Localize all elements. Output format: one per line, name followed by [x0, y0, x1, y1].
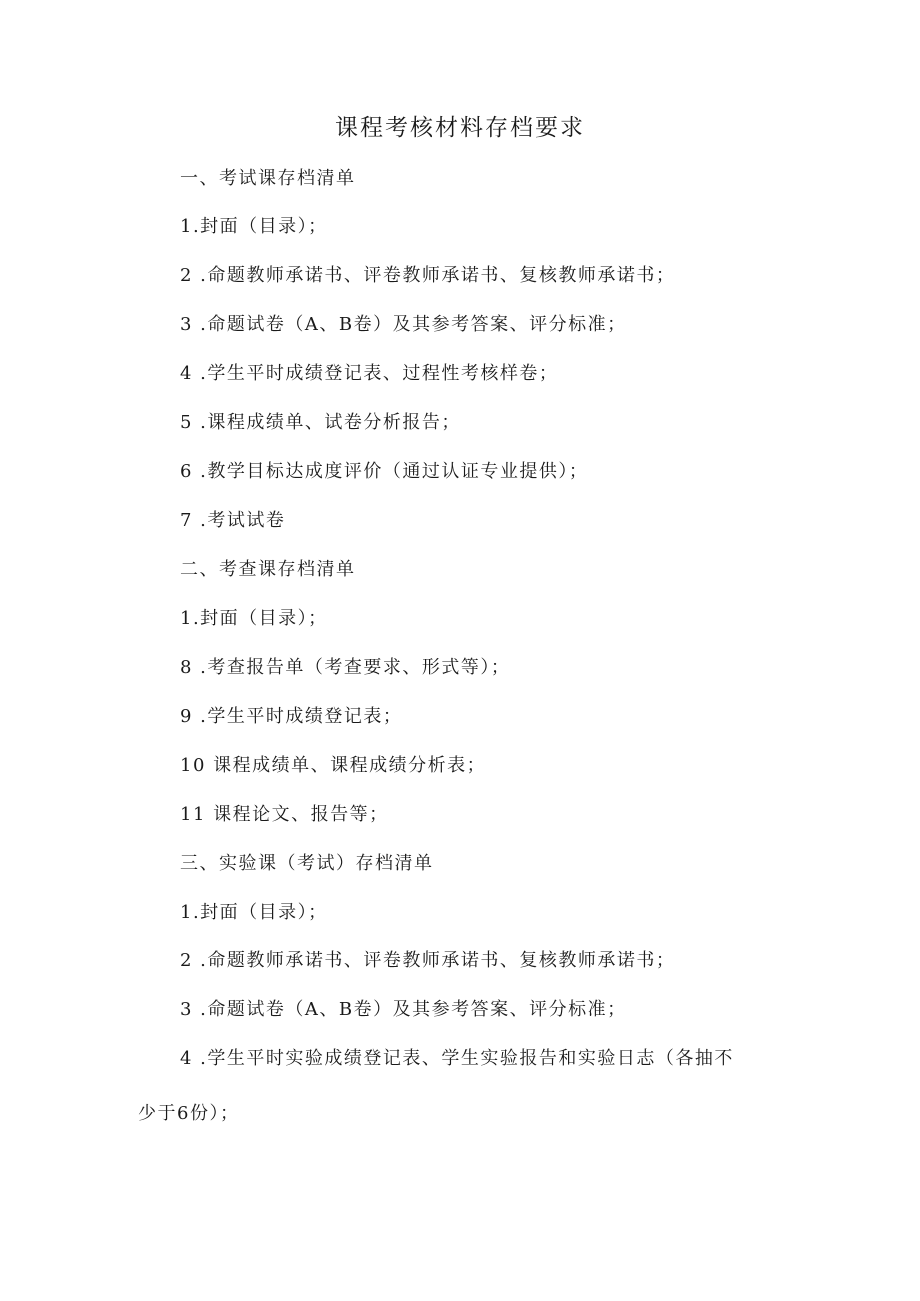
list-item: 2 .命题教师承诺书、评卷教师承诺书、复核教师承诺书； — [180, 950, 676, 971]
section-heading-inspection-course: 二、考查课存档清单 — [180, 559, 356, 580]
list-item: 11 课程论文、报告等； — [180, 804, 389, 825]
list-item: 7 .考试试卷 — [180, 510, 286, 531]
section-heading-exam-course: 一、考试课存档清单 — [180, 168, 356, 189]
list-item-continuation: 少于6份）； — [138, 1103, 240, 1124]
list-item: 2 .命题教师承诺书、评卷教师承诺书、复核教师承诺书； — [180, 265, 676, 286]
list-item: 4 .学生平时成绩登记表、过程性考核样卷； — [180, 363, 559, 384]
list-item: 6 .教学目标达成度评价（通过认证专业提供）； — [180, 461, 589, 482]
list-item: 9 .学生平时成绩登记表； — [180, 706, 403, 727]
list-item: 1.封面（目录）； — [180, 608, 328, 629]
list-item: 4 .学生平时实验成绩登记表、学生实验报告和实验日志（各抽不 — [180, 1048, 734, 1069]
list-item: 3 .命题试卷（A、B卷）及其参考答案、评分标准； — [180, 999, 627, 1020]
document-title: 课程考核材料存档要求 — [335, 115, 585, 141]
list-item: 8 .考查报告单（考查要求、形式等）； — [180, 657, 511, 678]
list-item: 1.封面（目录）； — [180, 902, 328, 923]
list-item: 10 课程成绩单、课程成绩分析表； — [180, 755, 487, 776]
list-item: 1.封面（目录）； — [180, 216, 328, 237]
list-item: 5 .课程成绩单、试卷分析报告； — [180, 412, 461, 433]
list-item: 3 .命题试卷（A、B卷）及其参考答案、评分标准； — [180, 314, 627, 335]
section-heading-lab-course: 三、实验课（考试）存档清单 — [180, 853, 434, 874]
